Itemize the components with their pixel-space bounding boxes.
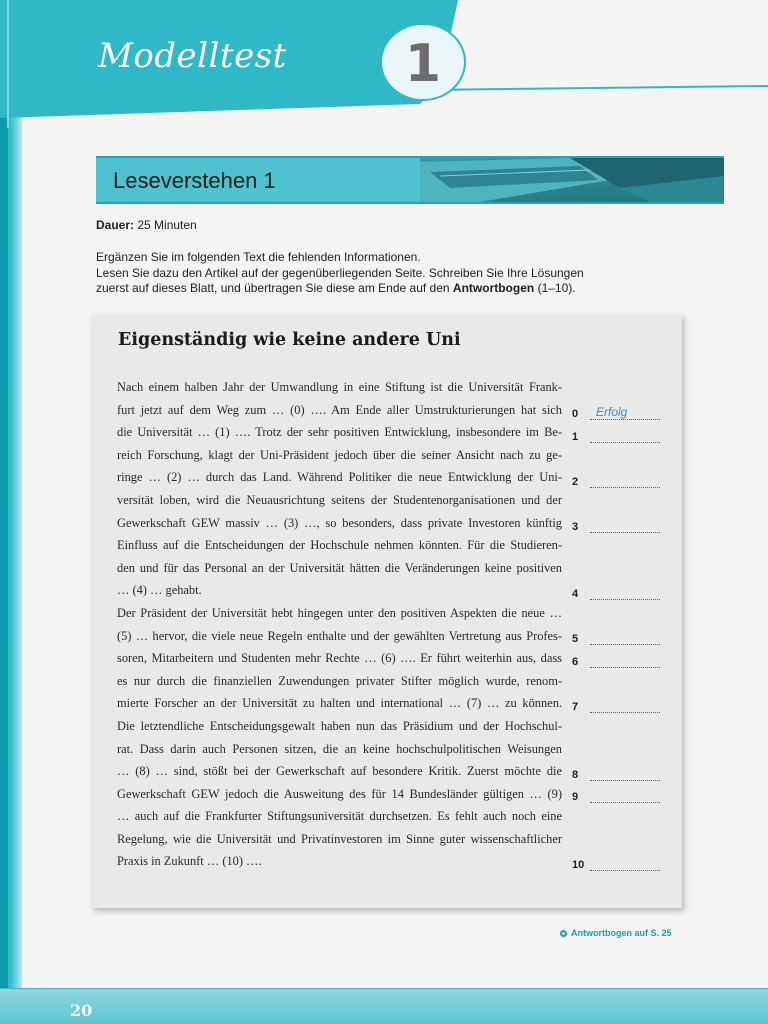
article-line: furt jetzt auf dem Weg zum … (0) …. Am Ende aller Umstrukturierungen hat sich xyxy=(117,402,562,417)
answer-field-5[interactable] xyxy=(590,631,660,645)
answer-number: 2 xyxy=(572,476,579,488)
instruction-line-3-post: (1–10). xyxy=(534,281,576,295)
answer-row-6 xyxy=(572,650,672,668)
article-line: mierte Forscher an der Universität zu halten und international … (7) … zu können. xyxy=(117,696,562,711)
answer-row-3 xyxy=(572,515,672,533)
answer-row-2 xyxy=(572,470,672,488)
answer-number: 7 xyxy=(572,701,579,713)
answer-number: 0 xyxy=(572,408,579,420)
page-title: Modelltest xyxy=(98,36,287,76)
duration-value: 25 Minuten xyxy=(137,218,197,232)
answer-row-8 xyxy=(572,763,672,781)
duration xyxy=(96,218,197,232)
answer-number: 6 xyxy=(572,656,579,668)
answer-field-10[interactable] xyxy=(590,857,660,871)
article-line: … (4) … gehabt. xyxy=(117,583,202,598)
answer-number: 4 xyxy=(572,588,579,600)
article-line: (5) … hervor, die viele neue Regeln enthalte und der gewählten Vertretung aus Profes- xyxy=(117,628,562,643)
answer-sheet-reference-text: Antwortbogen auf S. 25 xyxy=(571,928,672,938)
answer-row-5 xyxy=(572,627,672,645)
article-line: Regelung, wie die Universität und Privatinvestoren im Sinne guter wissenschaftlicher xyxy=(117,831,562,846)
instruction-line-3-bold: Antwortbogen xyxy=(452,281,535,295)
article-title: Eigenständig wie keine andere Uni xyxy=(118,330,461,350)
article-line: … (8) … sind, stößt bei der Gewerkschaft auf besondere Kritik. Zuerst möchte die xyxy=(117,764,562,779)
article-line: Gewerkschaft GEW jedoch die Ausweitung des für 14 Bundesländer gültigen … (9) xyxy=(117,786,562,801)
answer-number: 8 xyxy=(572,769,579,781)
article-line: Die letztendliche Entscheidungsgewalt haben nun das Präsidium und der Hochschul- xyxy=(117,718,562,733)
article-line: Nach einem halben Jahr der Umwandlung in eine Stiftung ist die Universität Frank- xyxy=(117,380,562,394)
answer-sheet-reference[interactable] xyxy=(560,928,672,938)
header-band xyxy=(0,0,768,130)
answer-number: 10 xyxy=(572,859,585,871)
instructions xyxy=(96,250,656,297)
instruction-line-3-pre: zuerst auf dieses Blatt, und übertragen Sie diese am Ende auf den xyxy=(96,281,453,295)
answer-field-0[interactable]: Erfolg xyxy=(590,406,660,420)
instruction-line-1: Ergänzen Sie im folgenden Text die fehlenden Informationen. xyxy=(96,250,421,264)
article-line: soren, Mitarbeitern und Studenten mehr Rechte … (6) …. Er führt weiterhin aus, dass xyxy=(117,651,562,666)
books-image xyxy=(420,158,724,202)
answer-number: 1 xyxy=(572,431,579,443)
article-line: versität loben, wird die Neuausrichtung seitens der Studentenorganisationen und der xyxy=(117,492,562,507)
answer-field-8[interactable] xyxy=(590,767,660,781)
article-line: reich Forschung, klagt der Uni-Präsident jedoch über die seiner Ansicht nach zu ge- xyxy=(117,447,562,462)
article-line: Der Präsident der Universität hebt hingegen unter den positiven Aspekten die neue … xyxy=(117,605,562,620)
article-line: ringe … (2) … durch das Land. Während Politiker die neue Entwicklung der Uni- xyxy=(117,470,562,485)
article-line: rat. Dass darin auch Personen sitzen, die an keine hochschulpolitischen Weisungen xyxy=(117,741,562,756)
answer-number: 5 xyxy=(572,633,579,645)
duration-label: Dauer: xyxy=(96,218,135,232)
article-line: Einfluss auf die Entscheidungen der Hochschule nehmen könnten. Für die Studieren- xyxy=(117,538,562,553)
instruction-line-2: Lesen Sie dazu den Artikel auf der gegenüberliegenden Seite. Schreiben Sie Ihre Lösungen xyxy=(96,265,584,280)
answer-row-0 xyxy=(572,402,672,420)
section-title: Leseverstehen 1 xyxy=(113,168,276,193)
circle-bullet-icon xyxy=(560,930,567,937)
test-number: 1 xyxy=(404,34,442,94)
answer-field-2[interactable] xyxy=(590,474,660,488)
answer-field-4[interactable] xyxy=(590,586,660,600)
answer-row-1 xyxy=(572,425,672,443)
answer-column xyxy=(92,314,682,908)
article-line: … auch auf die Frankfurter Stiftungsuniversität durchsetzen. Es fehlt auch noch eine xyxy=(117,809,562,824)
answer-field-7[interactable] xyxy=(590,699,660,713)
page-spine-edge xyxy=(0,0,8,1024)
article-line: Praxis in Zukunft … (10) …. xyxy=(117,854,262,869)
bottom-band xyxy=(0,988,768,1024)
answer-row-10 xyxy=(572,853,672,871)
answer-row-9 xyxy=(572,785,672,803)
answer-field-1[interactable] xyxy=(590,429,660,443)
answer-field-3[interactable] xyxy=(590,519,660,533)
answer-row-7 xyxy=(572,695,672,713)
answer-field-9[interactable] xyxy=(590,789,660,803)
article-line: die Universität … (1) …. Trotz der sehr positiven Entwicklung, insbesondere im Be- xyxy=(117,425,562,440)
answer-row-4 xyxy=(572,582,672,600)
article-line: den und für das Personal an der Universität hätten die Veränderungen keine positiven xyxy=(117,560,562,575)
answer-field-6[interactable] xyxy=(590,654,660,668)
article-line: es nur durch die finanziellen Zuwendungen privater Stifter möglich wurde, renom- xyxy=(117,673,562,688)
section-banner xyxy=(96,156,724,204)
article-line: Gewerkschaft GEW massiv … (3) …, so besonders, dass private Investoren künftig xyxy=(117,515,562,530)
answer-number: 9 xyxy=(572,791,579,803)
article-card xyxy=(92,314,682,908)
header-rule xyxy=(420,86,768,90)
answer-number: 3 xyxy=(572,521,579,533)
page-number: 20 xyxy=(70,1001,93,1020)
instruction-line-3 xyxy=(96,281,656,297)
